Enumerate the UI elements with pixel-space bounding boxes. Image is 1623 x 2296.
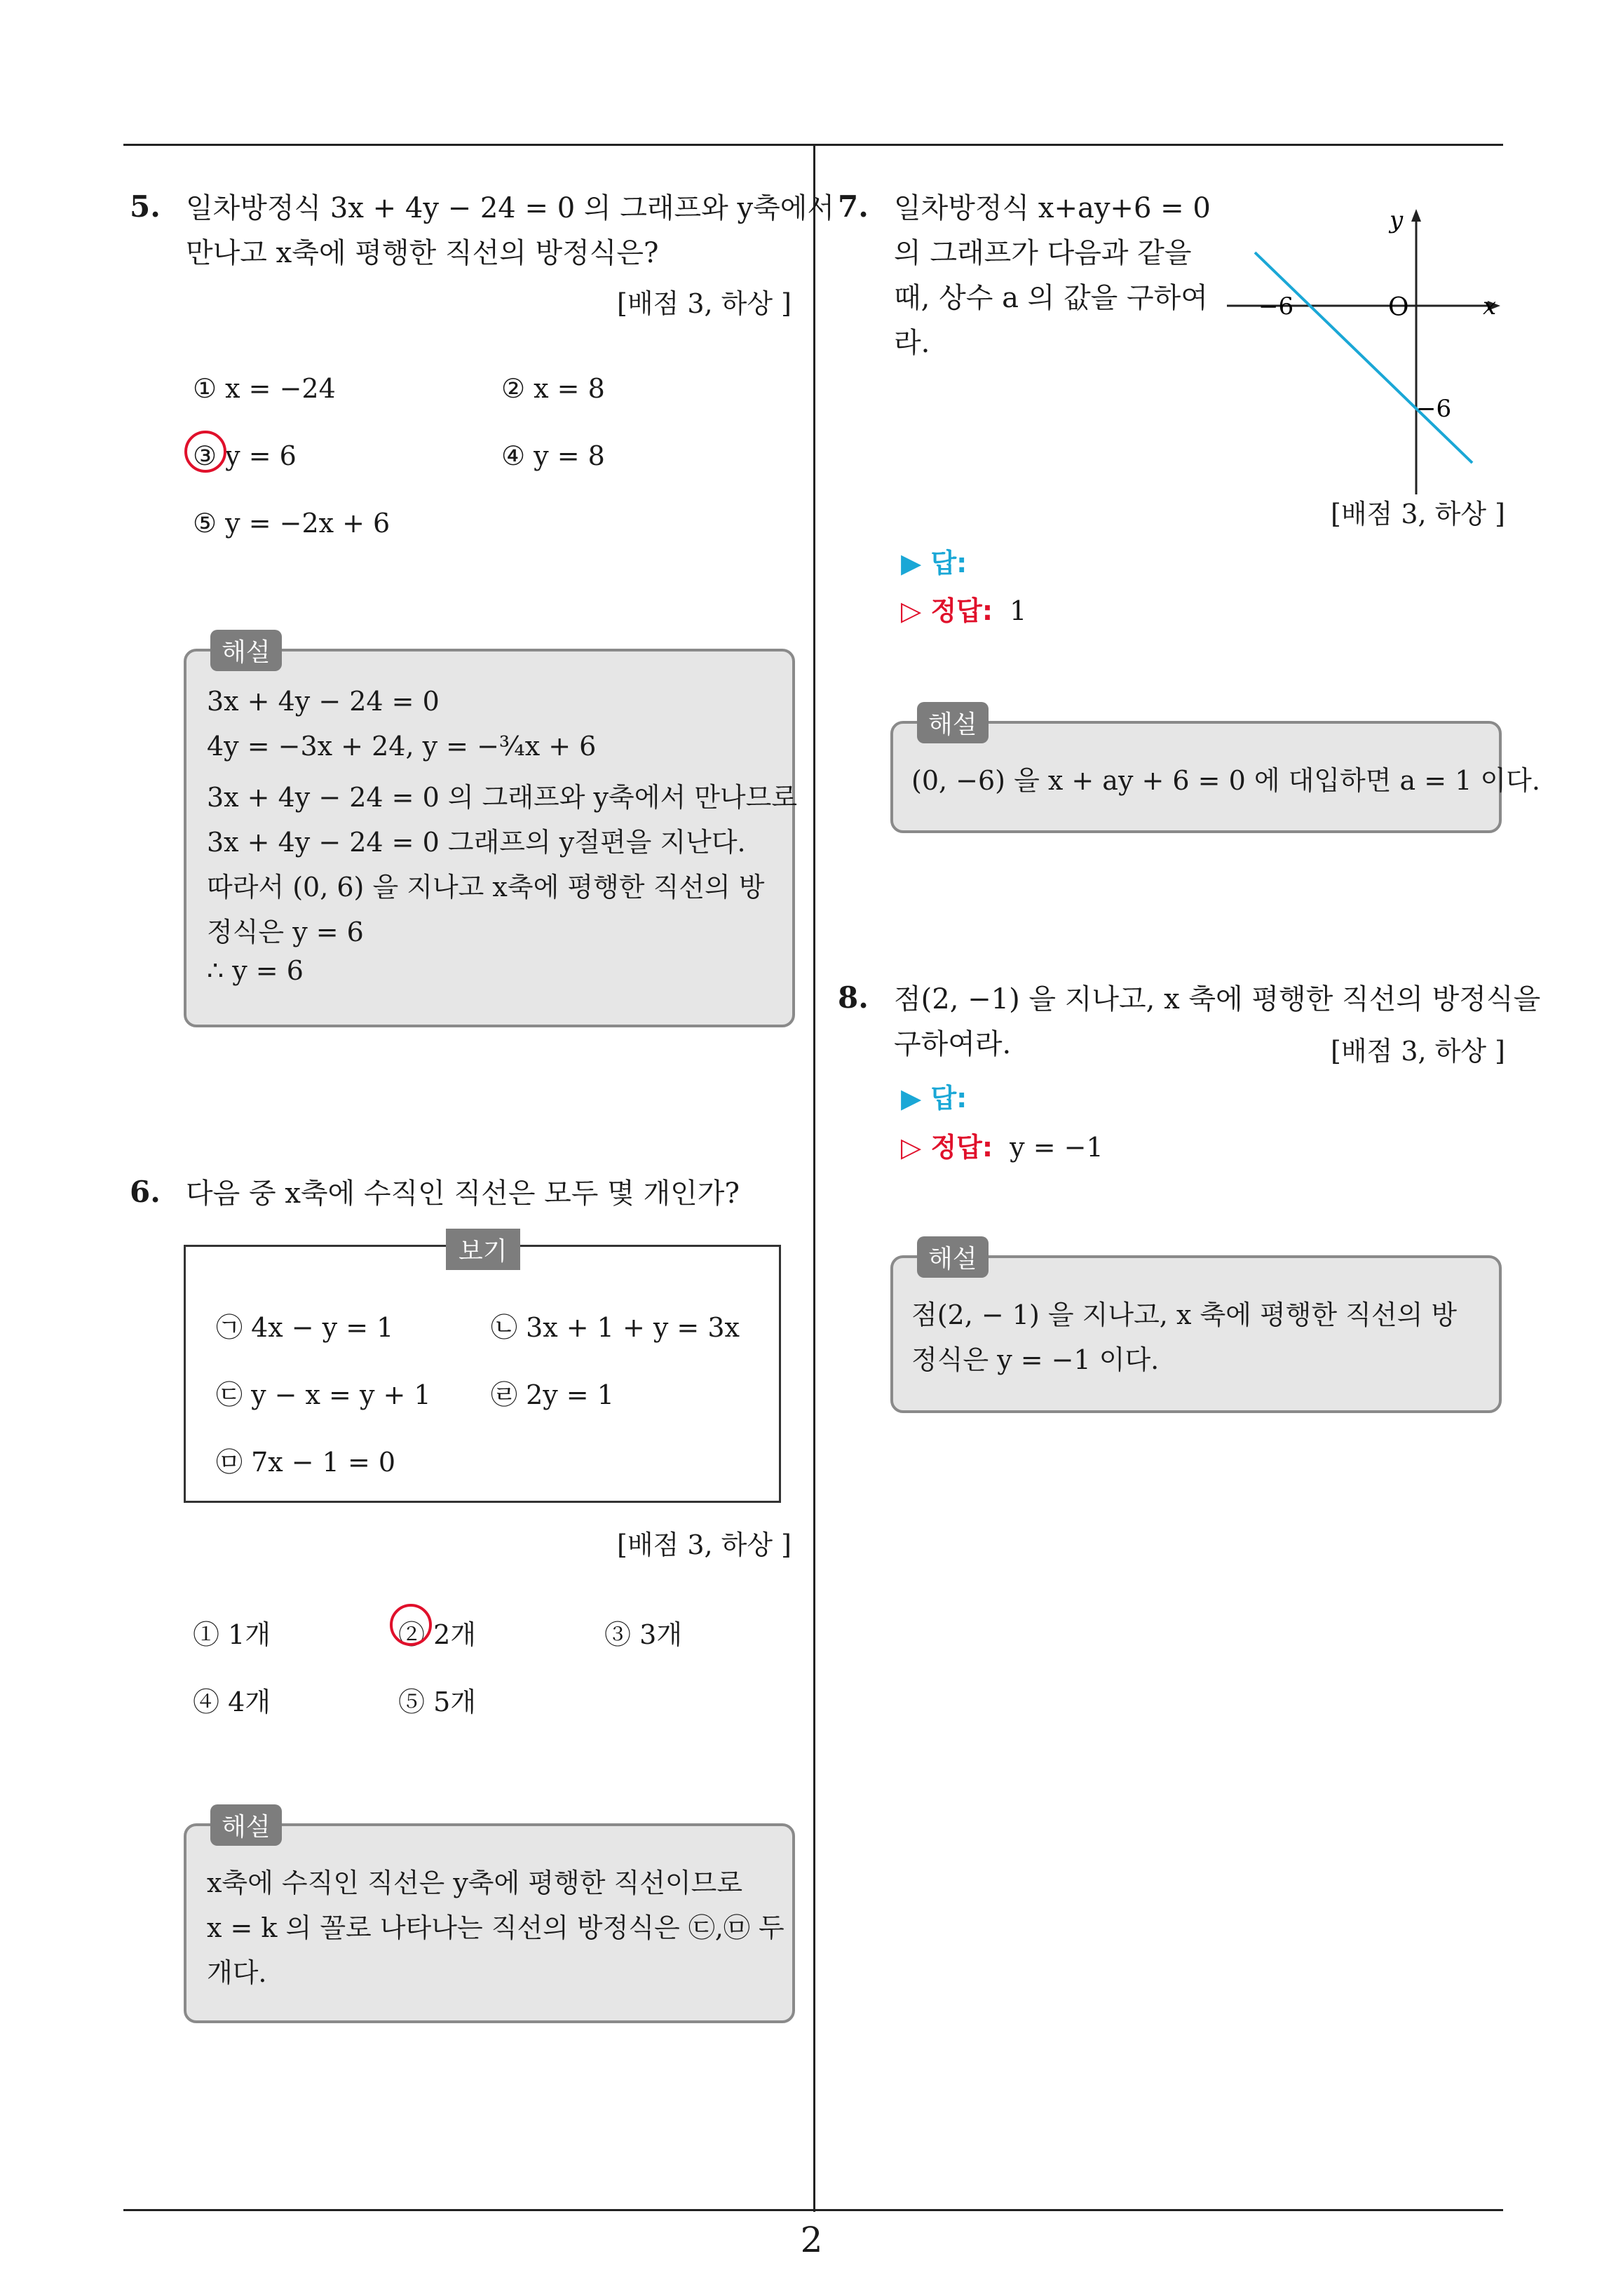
linear-graph (1206, 196, 1514, 505)
bogi-item: ㉡ 3x + 1 + y = 3x (491, 1312, 740, 1343)
explanation-line: ∴ y = 6 (207, 955, 304, 986)
correct-value: y = −1 (1010, 1132, 1103, 1163)
question-line-3: 때, 상수 a 의 값을 구하여 (894, 282, 1208, 314)
explanation-tag: 해설 (917, 1236, 989, 1278)
question-number: 5. (130, 189, 161, 224)
question-line-1: 일차방정식 x+ay+6 = 0 (894, 192, 1211, 224)
question-line-2: 의 그래프가 다음과 같을 (894, 237, 1192, 269)
question-number: 8. (838, 980, 869, 1015)
question-line-1: 점(2, −1) 을 지나고, x 축에 평행한 직선의 방정식을 (894, 983, 1541, 1015)
explanation-line: x축에 수직인 직선은 y축에 평행한 직선이므로 (207, 1868, 743, 1898)
question-text: 다음 중 x축에 수직인 직선은 모두 몇 개인가? (186, 1177, 740, 1210)
answer-label: ▶ 답: (901, 1083, 967, 1114)
explanation-tag: 해설 (917, 702, 989, 743)
bottom-rule (123, 2209, 1503, 2211)
question-line-1: 일차방정식 3x + 4y − 24 = 0 의 그래프와 y축에서 (186, 192, 835, 224)
bogi-item: ㉢ y − x = y + 1 (216, 1379, 431, 1410)
option-5[interactable]: ⑤ 5개 (398, 1687, 476, 1717)
explanation-line: (0, −6) 을 x + ay + 6 = 0 에 대입하면 a = 1 이다. (911, 765, 1540, 796)
column-divider (813, 146, 815, 2212)
option-2[interactable]: ② 2개 (398, 1619, 476, 1650)
y-axis-label: y (1390, 206, 1404, 234)
graph-line (1255, 252, 1472, 463)
question-line-4: 라. (894, 327, 930, 359)
answer-row[interactable] (901, 1076, 967, 1115)
correct-answer-row (901, 589, 1026, 628)
explanation-line: 3x + 4y − 24 = 0 그래프의 y절편을 지난다. (207, 827, 746, 858)
selected-mark (184, 431, 226, 473)
bogi-item: ㉤ 7x − 1 = 0 (216, 1447, 396, 1478)
page-number: 2 (800, 2220, 823, 2260)
explanation-line: 따라서 (0, 6) 을 지나고 x축에 평행한 직선의 방 (207, 872, 765, 903)
correct-label: ▷ 정답: (901, 1132, 993, 1163)
bogi-item: ㉠ 4x − y = 1 (216, 1312, 394, 1343)
option-1[interactable]: ① x = −24 (193, 373, 336, 404)
correct-value: 1 (1010, 595, 1027, 626)
score-label: [배점 3, 하상 ] (1331, 499, 1505, 529)
explanation-line: 3x + 4y − 24 = 0 의 그래프와 y축에서 만나므로 (207, 782, 798, 813)
correct-label: ▷ 정답: (901, 595, 993, 626)
origin-label: O (1388, 293, 1409, 322)
option-5[interactable]: ⑤ y = −2x + 6 (193, 508, 391, 539)
explanation-line: 4y = −3x + 24, y = −¾x + 6 (207, 731, 597, 762)
question-line-2: 구하여라. (894, 1028, 1012, 1060)
explanation-tag: 해설 (210, 630, 282, 671)
bogi-item: ㉣ 2y = 1 (491, 1379, 614, 1410)
correct-answer-row (901, 1126, 1103, 1164)
option-1[interactable]: ① 1개 (193, 1619, 271, 1650)
question-line-2: 만나고 x축에 평행한 직선의 방정식은? (186, 237, 659, 269)
selected-mark (390, 1604, 432, 1646)
answer-row[interactable] (901, 541, 967, 580)
explanation-box (890, 1255, 1502, 1413)
x-intercept-label: −6 (1258, 292, 1294, 320)
option-4[interactable]: ④ y = 8 (501, 440, 605, 471)
option-4[interactable]: ④ 4개 (193, 1687, 271, 1717)
score-label: [배점 3, 하상 ] (617, 288, 792, 319)
explanation-line: 개다. (207, 1957, 267, 1988)
explanation-line: 정식은 y = 6 (207, 917, 364, 947)
explanation-line: 정식은 y = −1 이다. (911, 1344, 1160, 1375)
explanation-line: x = k 의 꼴로 나타나는 직선의 방정식은 ㉢,㉤ 두 (207, 1912, 785, 1943)
answer-label: ▶ 답: (901, 548, 967, 579)
explanation-tag: 해설 (210, 1804, 282, 1846)
option-3[interactable]: ③ y = 6 (193, 440, 297, 471)
explanation-line: 3x + 4y − 24 = 0 (207, 686, 440, 717)
question-number: 6. (130, 1175, 161, 1209)
explanation-line: 점(2, − 1) 을 지나고, x 축에 평행한 직선의 방 (911, 1299, 1458, 1330)
x-axis-label: x (1483, 292, 1497, 320)
score-label: [배점 3, 하상 ] (617, 1529, 792, 1560)
y-axis-arrow (1411, 209, 1421, 222)
y-intercept-label: −6 (1416, 395, 1452, 423)
bogi-tag: 보기 (446, 1229, 520, 1270)
option-3[interactable]: ③ 3개 (604, 1619, 682, 1650)
question-number: 7. (838, 189, 869, 224)
option-2[interactable]: ② x = 8 (501, 373, 605, 404)
score-label: [배점 3, 하상 ] (1331, 1036, 1505, 1067)
